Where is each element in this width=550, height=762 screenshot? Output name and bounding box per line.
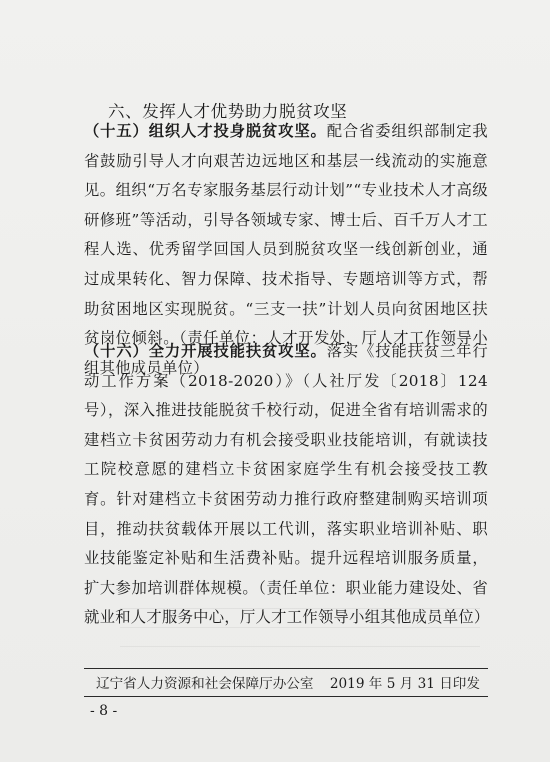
footer-bottom-rule bbox=[84, 696, 488, 697]
section-15-body: 配合省委组织部制定我省鼓励引导人才向艰苦边远地区和基层一线流动的实施意见。组织“万名专家服务基层行动计划”“专业技术人才高级研修班”等活动，引导各领域专家、博士后、百千万人才工程人选、优秀留学回国人员到脱贫攻坚一线创新创业，通过成果转化、智力保障、技术指导、专题培训等方式，帮助贫困地区实现脱贫。“三支一扶”计划人员向贫困地区扶贫岗位倾斜。（责任单位：人才开发处，厅人才工作领导小组其他成员单位） bbox=[84, 122, 488, 377]
footer-date: 2019 年 5 月 31 日印发 bbox=[329, 676, 480, 692]
section-heading: 六、发挥人才优势助力脱贫攻坚 bbox=[108, 102, 348, 121]
paragraph-section-16 bbox=[84, 337, 488, 633]
paragraph-16-text bbox=[84, 337, 488, 633]
footer-top-rule bbox=[84, 668, 488, 669]
section-16-lead: （十六）全力开展技能扶贫攻坚。 bbox=[84, 342, 327, 360]
footer-issuer: 辽宁省人力资源和社会保障厅办公室 bbox=[96, 676, 314, 692]
page-number: - 8 - bbox=[90, 703, 118, 719]
reverse-side-bleed bbox=[120, 600, 480, 660]
section-16-body: 落实《技能扶贫三年行动工作方案（2018-2020）》（人社厅发〔2018〕124号），深入推进技能脱贫千校行动，促进全省有培训需求的建档立卡贫困劳动力有机会接受职业技能培训，有就读技工院校意愿的建档立卡贫困家庭学生有机会接受技工教育。针对建档立卡贫困劳动力推行政府整建制购买培训项目，推动扶贫载体开展以工代训，落实职业培训补贴、职业技能鉴定补贴和生活费补贴。提升远程培训服务质量，扩大参加培训群体规模。（责任单位：职业能力建设处、省就业和人才服务中心，厅人才工作领导小组其他成员单位） bbox=[84, 342, 490, 627]
section-15-lead: （十五）组织人才投身脱贫攻坚。 bbox=[84, 122, 327, 140]
